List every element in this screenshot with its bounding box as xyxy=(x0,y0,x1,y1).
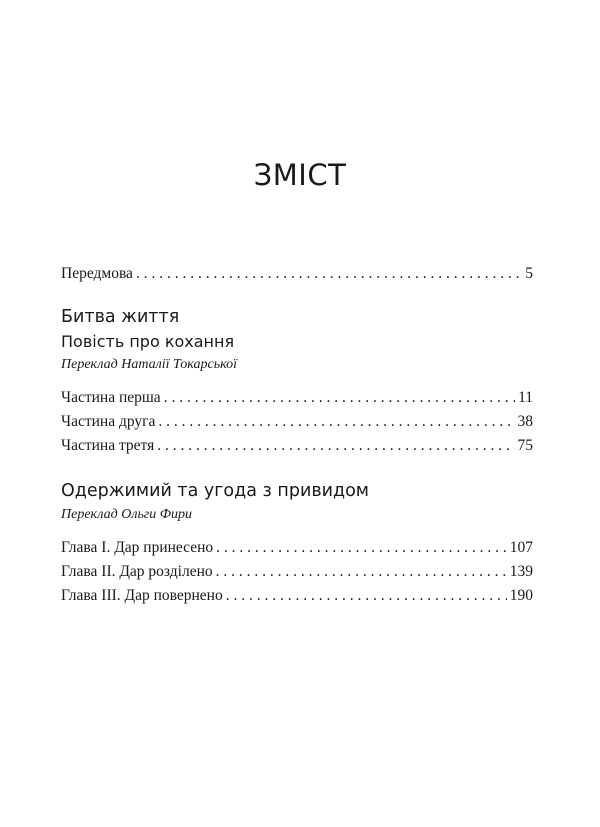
section-heading: Одержимий та угода з привидом xyxy=(61,481,370,501)
toc-entry[interactable] xyxy=(61,560,533,584)
toc-entry-page: 139 xyxy=(509,563,533,580)
dot-leader xyxy=(226,584,507,608)
toc-entry-label: Частина перша xyxy=(61,389,161,406)
page-title: ЗМІСТ xyxy=(253,158,347,192)
toc-entry[interactable] xyxy=(61,536,533,560)
toc-entry[interactable] xyxy=(61,584,533,608)
dot-leader xyxy=(157,434,514,458)
toc-entry-page: 5 xyxy=(525,265,533,282)
toc-entry-page: 11 xyxy=(518,389,533,406)
toc-entry[interactable] xyxy=(61,434,533,458)
dot-leader xyxy=(136,262,522,286)
toc-entry-label: Глава III. Дар повернено xyxy=(61,587,223,604)
toc-entry-label: Передмова xyxy=(61,265,133,282)
toc-entry-label: Глава I. Дар принесено xyxy=(61,539,214,556)
toc-entry-page: 190 xyxy=(509,587,533,604)
toc-entry[interactable] xyxy=(61,386,533,410)
translator-credit: Переклад Наталії Токарської xyxy=(61,357,237,372)
toc-entry[interactable] xyxy=(61,410,533,434)
toc-entry-label: Частина третя xyxy=(61,437,155,454)
dot-leader xyxy=(216,536,507,560)
section-subheading: Повість про кохання xyxy=(61,332,235,351)
dot-leader xyxy=(164,386,515,410)
dot-leader xyxy=(216,560,507,584)
dot-leader xyxy=(158,410,514,434)
section-heading: Битва життя xyxy=(61,307,180,327)
toc-entry-page: 75 xyxy=(517,437,533,454)
toc-entry-label: Частина друга xyxy=(61,413,156,430)
table-of-contents xyxy=(61,262,533,608)
toc-entry-label: Глава II. Дар розділено xyxy=(61,563,213,580)
toc-entry-page: 38 xyxy=(517,413,533,430)
toc-entry-page: 107 xyxy=(509,539,533,556)
translator-credit: Переклад Ольги Фири xyxy=(61,507,193,522)
toc-entry-preface[interactable] xyxy=(61,262,533,286)
